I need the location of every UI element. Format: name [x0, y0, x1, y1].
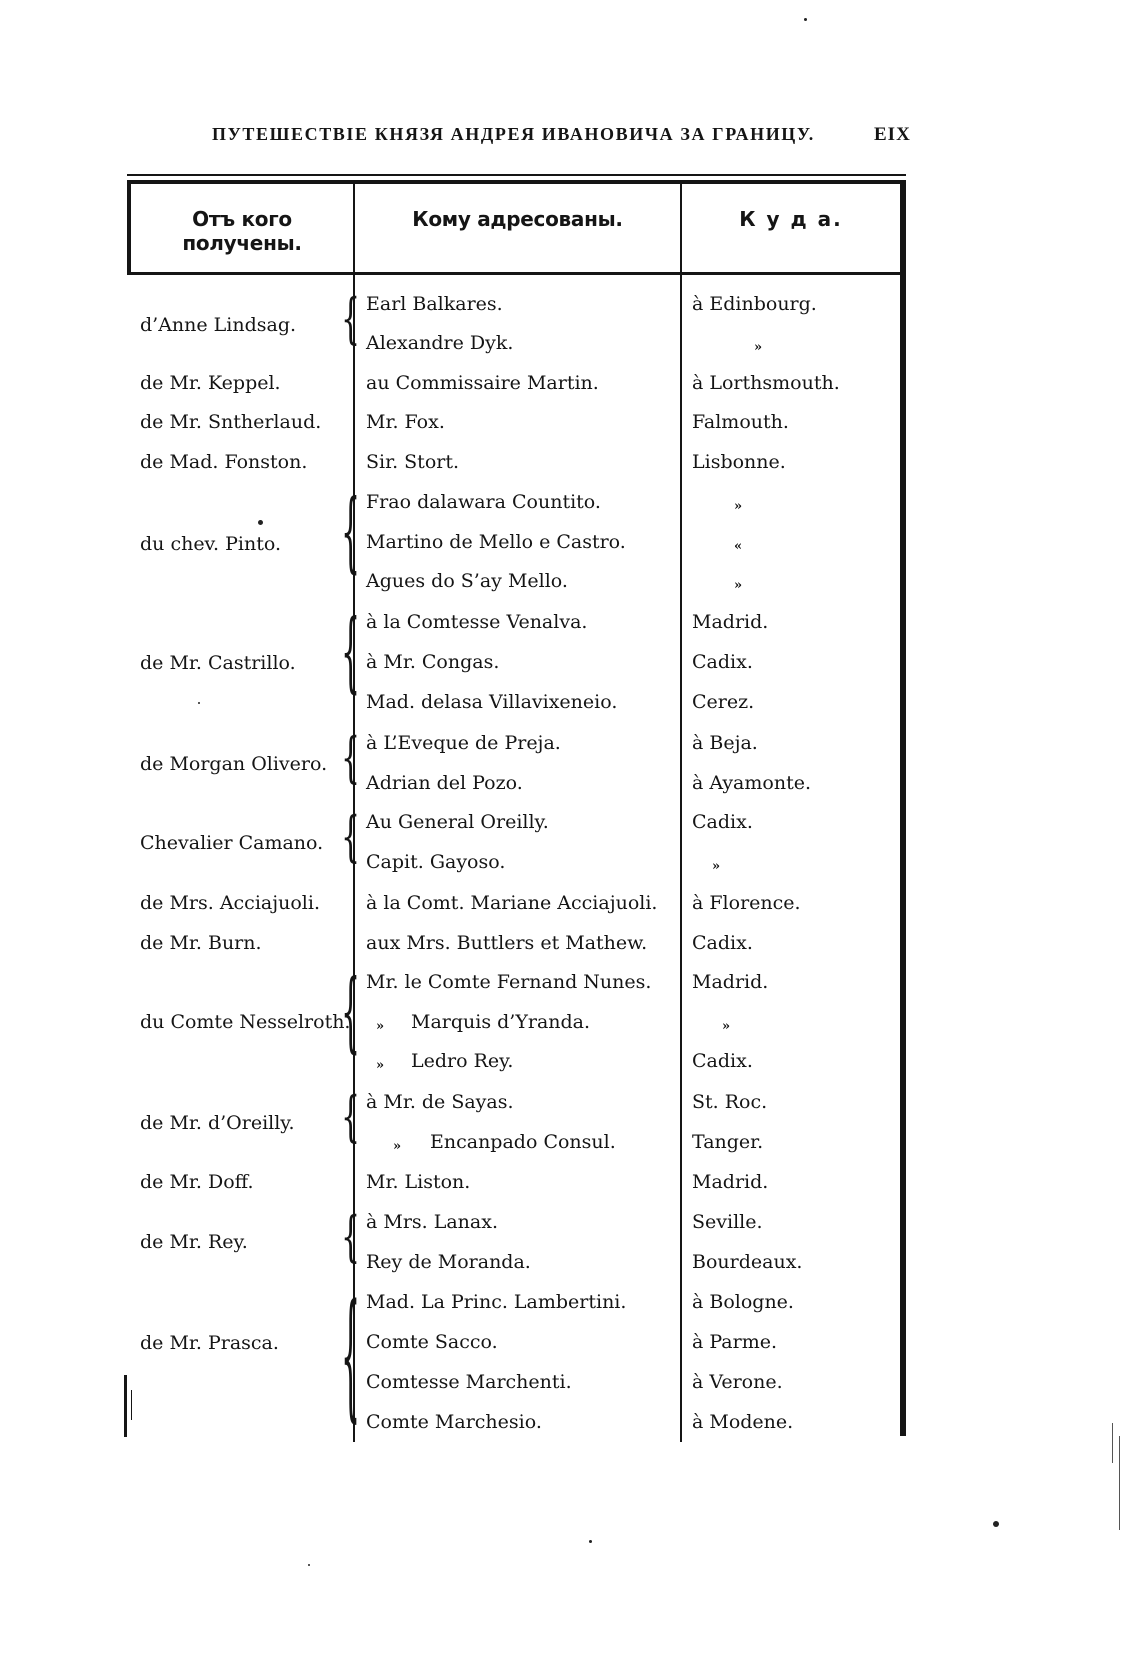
sender-cell: de Mr. Castrillo. [140, 652, 296, 674]
destination-cell: Cadix. [692, 1050, 753, 1072]
ditto-mark: » [734, 499, 743, 514]
recipient-cell: Mr. Liston. [366, 1171, 471, 1193]
recipient-cell: aux Mrs. Buttlers et Mathew. [366, 932, 648, 954]
recipient-cell: Mad. delasa Villavixeneio. [366, 691, 618, 713]
destination-cell: Lisbonne. [692, 451, 786, 473]
recipient-cell: Ledro Rey. [411, 1050, 514, 1072]
recipient-cell: Martino de Mello e Castro. [366, 531, 626, 553]
ditto-mark: » [376, 1019, 385, 1034]
recipient-cell: à Mr. Congas. [366, 651, 500, 673]
destination-cell: Bourdeaux. [692, 1251, 803, 1273]
ditto-mark: » [393, 1139, 402, 1154]
destination-cell: Madrid. [692, 1171, 769, 1193]
brace-icon: { [341, 1206, 361, 1270]
recipient-cell: à Mrs. Lanax. [366, 1211, 498, 1233]
recipient-cell: Comtesse Marchenti. [366, 1371, 572, 1393]
destination-cell: à Verone. [692, 1371, 783, 1393]
speck [804, 18, 807, 21]
recipient-cell: à la Comt. Mariane Acciajuoli. [366, 892, 658, 914]
column-header-where: К у д а. [739, 207, 843, 231]
recipient-cell: au Commissaire Martin. [366, 372, 599, 394]
destination-cell: Madrid. [692, 611, 769, 633]
sender-cell: de Mad. Fonston. [140, 451, 308, 473]
brace-icon: { [341, 1278, 361, 1440]
recipient-cell: Adrian del Pozo. [366, 772, 523, 794]
sender-cell: de Mr. Prasca. [140, 1332, 279, 1354]
table-top-rule [127, 174, 906, 176]
brace-icon: { [341, 806, 361, 870]
page-number: ЕІХ [874, 124, 911, 145]
sender-cell: du Comte Nesselroth. [140, 1011, 351, 1033]
sender-cell: de Mr. Doff. [140, 1171, 254, 1193]
destination-cell: Cerez. [692, 691, 755, 713]
scan-edge-line [1112, 1423, 1113, 1463]
recipient-cell: Mad. La Princ. Lambertini. [366, 1291, 627, 1313]
sender-cell: du chev. Pinto. [140, 533, 281, 555]
destination-cell: à Edinbourg. [692, 293, 817, 315]
destination-cell: Tanger. [692, 1131, 764, 1153]
brace-icon: { [341, 1086, 361, 1150]
table-left-rule-fragment-thin [131, 1390, 132, 1420]
recipient-cell: Alexandre Dyk. [366, 332, 514, 354]
sender-cell: de Mr. d’Oreilly. [140, 1112, 295, 1134]
ditto-mark: » [712, 859, 721, 874]
sender-cell: de Mrs. Acciajuoli. [140, 892, 320, 914]
sender-cell: d’Anne Lindsag. [140, 314, 297, 336]
sender-cell: de Morgan Olivero. [140, 753, 328, 775]
sender-cell: de Mr. Sntherlaud. [140, 411, 322, 433]
brace-icon: { [341, 727, 361, 791]
sender-cell: de Mr. Keppel. [140, 372, 281, 394]
destination-cell: à Modene. [692, 1411, 794, 1433]
running-head-title: ПУТЕШЕСТВІЕ КНЯЗЯ АНДРЕЯ ИВАНОВИЧА ЗА ГРАНИЦУ. [212, 124, 815, 144]
recipient-cell: Rey de Moranda. [366, 1251, 531, 1273]
speck [258, 520, 263, 525]
speck [589, 1540, 592, 1543]
running-head [0, 124, 1140, 154]
recipient-cell: Encanpado Consul. [430, 1131, 616, 1153]
destination-cell: St. Roc. [692, 1091, 768, 1113]
destination-cell: Cadix. [692, 811, 753, 833]
destination-cell: Madrid. [692, 971, 769, 993]
brace-icon: { [341, 963, 361, 1065]
recipient-cell: à la Comtesse Venalva. [366, 611, 588, 633]
header-rule [127, 272, 906, 275]
speck [993, 1521, 999, 1527]
recipient-cell: Earl Balkares. [366, 293, 503, 315]
destination-cell: à Beja. [692, 732, 758, 754]
recipient-cell: à L’Eveque de Preja. [366, 732, 561, 754]
speck [198, 702, 200, 704]
recipient-cell: Comte Marchesio. [366, 1411, 542, 1433]
destination-cell: Falmouth. [692, 411, 789, 433]
destination-cell: à Florence. [692, 892, 801, 914]
recipient-cell: Au General Oreilly. [366, 811, 549, 833]
speck [308, 1564, 310, 1566]
recipient-cell: Mr. Fox. [366, 411, 445, 433]
destination-cell: à Bologne. [692, 1291, 794, 1313]
sender-cell: de Mr. Burn. [140, 932, 262, 954]
column-separator-2 [680, 180, 682, 1442]
recipient-cell: Agues do S’ay Mello. [366, 570, 568, 592]
brace-icon: { [341, 483, 361, 585]
column-header-to: Кому адресованы. [412, 207, 623, 231]
ditto-mark: » [722, 1019, 731, 1034]
sender-cell: Chevalier Camano. [140, 832, 324, 854]
table-left-rule-fragment [124, 1375, 127, 1437]
sender-cell: de Mr. Rey. [140, 1231, 248, 1253]
ditto-mark: » [734, 578, 743, 593]
scan-edge-line [1119, 1436, 1120, 1530]
destination-cell: à Lorthsmouth. [692, 372, 840, 394]
recipient-cell: Mr. le Comte Fernand Nunes. [366, 971, 652, 993]
brace-icon: { [341, 288, 361, 352]
destination-cell: Cadix. [692, 651, 753, 673]
table-right-rule [900, 180, 906, 1436]
destination-cell: à Parme. [692, 1331, 778, 1353]
destination-cell: Seville. [692, 1211, 763, 1233]
recipient-cell: à Mr. de Sayas. [366, 1091, 514, 1113]
table-top-rule-thick [127, 180, 906, 184]
recipient-cell: Comte Sacco. [366, 1331, 498, 1353]
destination-cell: Cadix. [692, 932, 753, 954]
recipient-cell: Sir. Stort. [366, 451, 460, 473]
ditto-mark: » [754, 340, 763, 355]
recipient-cell: Marquis d’Yranda. [411, 1011, 591, 1033]
destination-cell: à Ayamonte. [692, 772, 811, 794]
recipient-cell: Capit. Gayoso. [366, 851, 506, 873]
ditto-mark: » [376, 1058, 385, 1073]
column-header-from: Отъ кого получены. [182, 207, 302, 255]
ditto-mark: « [734, 539, 743, 554]
recipient-cell: Frao dalawara Countito. [366, 491, 601, 513]
brace-icon: { [341, 603, 361, 705]
